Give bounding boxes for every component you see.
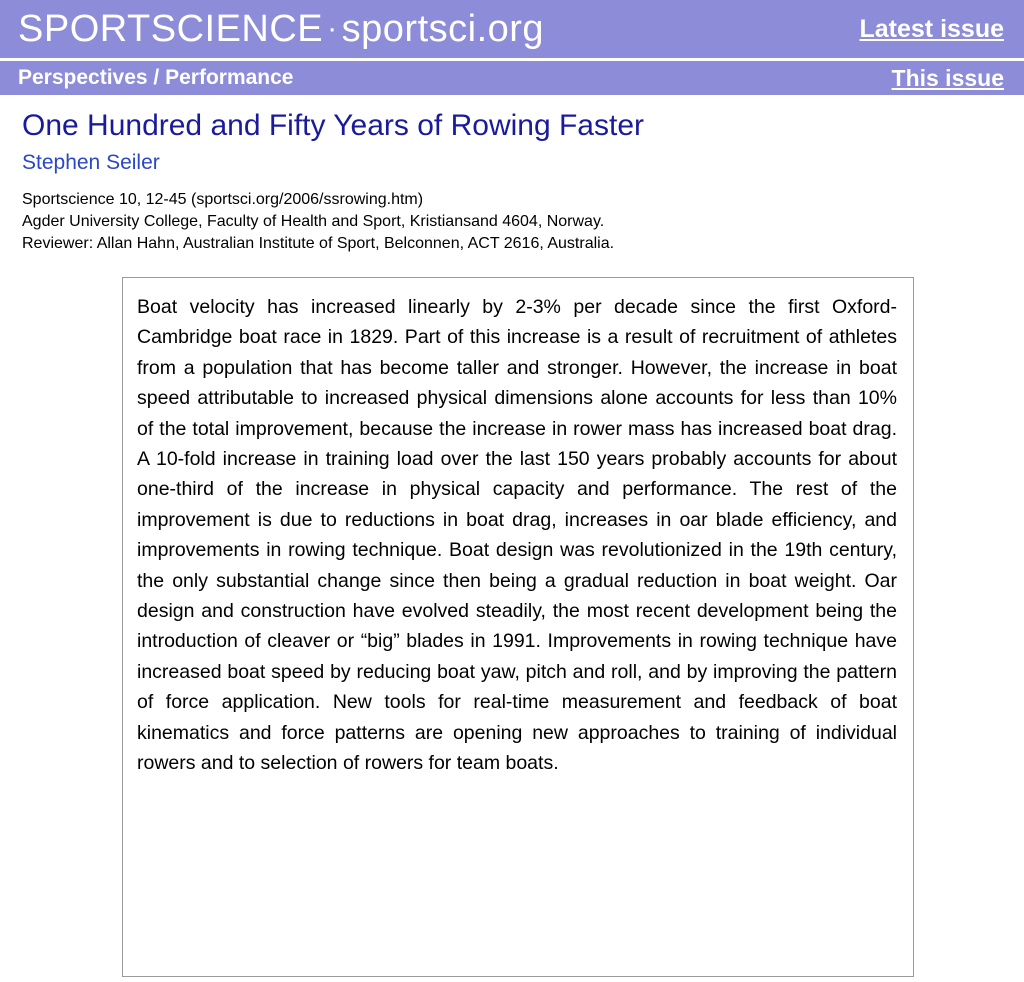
abstract-box (122, 277, 914, 977)
page-title: One Hundred and Fifty Years of Rowing Faster (22, 109, 645, 142)
section-breadcrumb: Perspectives / Performance (18, 66, 294, 89)
site-title (18, 9, 544, 49)
site-title-main: SPORTSCIENCE (18, 8, 324, 50)
site-masthead (0, 0, 1024, 58)
abstract-container (0, 277, 1024, 977)
article-header (0, 95, 1024, 255)
latest-issue-link[interactable]: Latest issue (859, 14, 1004, 43)
article-author[interactable]: Stephen Seiler (22, 151, 160, 174)
site-title-domain: sportsci.org (341, 8, 545, 50)
article-reviewer: Reviewer: Allan Hahn, Australian Institute of Sport, Belconnen, ACT 2616, Australia. (22, 235, 615, 252)
article-affiliation: Agder University College, Faculty of Health and Sport, Kristiansand 4604, Norway. (22, 213, 605, 230)
abstract-text: Boat velocity has increased linearly by 2-3% per decade since the first Oxford-Cambridge boat race in 1829. Part of this increase is a result of recruitment of athletes from a population that has become taller and stronger. However, the increase in boat speed attributable to increased physical dimensions alone accounts for less than 10% of the total improvement, because the increase in rower mass has increased boat drag. A 10-fold increase in training load over the last 150 years probably accounts for about one-third of the increase in physical capacity and performance. The rest of the improvement is due to reductions in boat drag, increases in oar blade efficiency, and improvements in rowing technique. Boat design was revolutionized in the 19th century, the only substantial change since then being a gradual reduction in boat weight. Oar design and construction have evolved steadily, the most recent development being the introduction of cleaver or “big” blades in 1991. Improvements in rowing technique have increased boat speed by reducing boat yaw, pitch and roll, and by improving the pattern of force application. New tools for real-time measurement and feedback of boat kinematics and force patterns are opening new approaches to training of individual rowers and to selection of rowers for team boats. (137, 296, 897, 775)
site-title-separator: · (327, 12, 338, 45)
this-issue-link[interactable]: This issue (891, 64, 1004, 91)
section-bar (0, 61, 1024, 95)
article-citation: Sportscience 10, 12-45 (sportsci.org/2006/ssrowing.htm) (22, 191, 424, 208)
